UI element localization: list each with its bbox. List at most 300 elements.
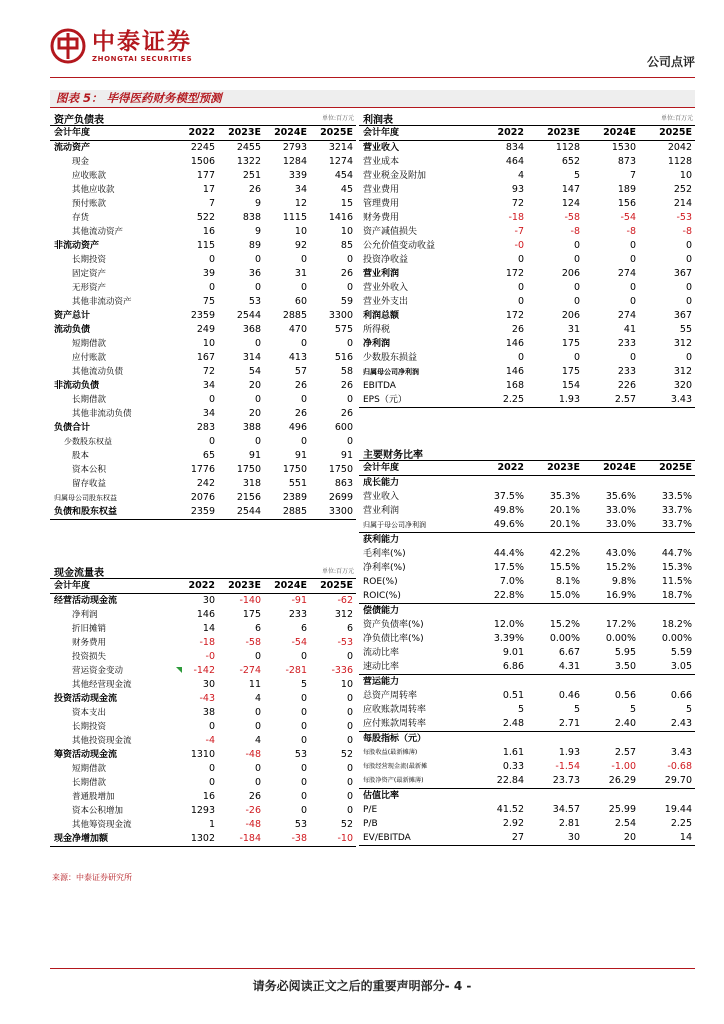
row-label: 其他投资现金流	[72, 736, 132, 746]
table-row	[359, 351, 695, 365]
table-row	[359, 253, 695, 267]
cell-value: 1.93	[527, 393, 583, 408]
row-label: 资本公积增加	[72, 806, 124, 816]
cell-value	[473, 533, 527, 548]
cell-value: 4	[254, 693, 261, 704]
table-header-row	[50, 579, 356, 594]
row-label: 短期借款	[72, 339, 107, 349]
cell-value: 2.25	[670, 818, 692, 829]
cell-value: 0	[346, 254, 353, 265]
cell-value: 85	[340, 240, 353, 251]
table-row	[359, 675, 695, 690]
cell-value: 17.2%	[605, 619, 636, 630]
row-label: 归属母公司股东权益	[54, 494, 117, 502]
cell-value: 0	[346, 735, 353, 746]
cell-value: 314	[242, 352, 261, 363]
cell-value	[583, 604, 639, 619]
table-row	[50, 622, 356, 636]
cell-value: 0	[685, 240, 692, 251]
cell-value	[583, 533, 639, 548]
cell-value: 16	[202, 791, 215, 802]
cell-value	[527, 732, 583, 747]
cell-value: 4.31	[558, 661, 580, 672]
row-label: P/B	[363, 819, 378, 829]
cell-value: 38	[202, 707, 215, 718]
cell-value: 206	[561, 310, 580, 321]
cell-value: 2.43	[670, 718, 692, 729]
cell-value: 36	[248, 268, 261, 279]
column-header-year: 2025E	[310, 126, 356, 141]
cell-value: 0	[300, 436, 307, 447]
row-label: 营业外支出	[363, 297, 409, 307]
cell-value: 0	[629, 352, 636, 363]
cell-value: 0.33	[502, 761, 524, 772]
cell-value: 10	[202, 338, 215, 349]
cell-value: 0	[629, 296, 636, 307]
table-row	[359, 831, 695, 846]
cell-value: 0	[254, 651, 261, 662]
row-label: 投资净收益	[363, 255, 409, 265]
cell-value: 0	[300, 282, 307, 293]
cell-value: 252	[673, 184, 692, 195]
page-footer: 请务必阅读正文之后的重要声明部分- 4 -	[252, 979, 472, 993]
table-row	[50, 267, 356, 281]
column-header-year: 2025E	[639, 461, 695, 476]
row-label: 流动比率	[363, 648, 400, 658]
cell-value: 7.0%	[499, 576, 524, 587]
cell-value: 20	[248, 380, 261, 391]
cell-value	[527, 675, 583, 690]
cell-value: 367	[673, 310, 692, 321]
cell-value: 0.00%	[661, 633, 692, 644]
row-label: 流动负债	[54, 325, 91, 335]
cell-value: 0	[629, 282, 636, 293]
cell-value: 2885	[264, 505, 310, 520]
cell-value: 470	[288, 324, 307, 335]
cell-value: 156	[617, 198, 636, 209]
table-row	[50, 407, 356, 421]
cell-value: 15.2%	[549, 619, 580, 630]
cell-value: 320	[673, 380, 692, 391]
table-row	[359, 379, 695, 393]
cell-value: 45	[340, 184, 353, 195]
table-row	[50, 477, 356, 491]
cell-value: 214	[673, 198, 692, 209]
cell-value: 53	[294, 819, 307, 830]
cell-value: 8.1%	[555, 576, 580, 587]
cell-value: 0.51	[502, 690, 524, 701]
cell-value: 57	[294, 366, 307, 377]
row-label: 每股收益(最新摊薄)	[363, 749, 418, 756]
row-label: 固定资产	[72, 269, 107, 279]
cell-value: 2359	[190, 310, 215, 321]
cell-value: 0.00%	[549, 633, 580, 644]
cell-value: 53	[294, 749, 307, 760]
cell-value: 54	[248, 366, 261, 377]
income-statement-heading	[359, 110, 695, 125]
cell-value: 10	[679, 170, 692, 181]
table-row	[50, 804, 356, 818]
cell-value: 5	[685, 704, 692, 715]
cell-value: -54	[620, 212, 636, 223]
row-label: P/E	[363, 805, 378, 815]
row-label: EBITDA	[363, 381, 396, 391]
row-label: 资本公积	[72, 465, 107, 475]
cell-value: 16	[202, 226, 215, 237]
cell-value: 1322	[236, 156, 261, 167]
cell-value: 5	[629, 704, 636, 715]
cell-value: 172	[505, 310, 524, 321]
cell-value: 55	[679, 324, 692, 335]
cell-value: 2885	[282, 310, 307, 321]
cell-value: 0.46	[558, 690, 580, 701]
cell-value: 2.40	[614, 718, 636, 729]
cell-value: 53	[248, 296, 261, 307]
row-label: 每股经营现金流(最新摊	[363, 763, 428, 770]
cell-value	[583, 476, 639, 491]
table-row	[50, 594, 356, 609]
table-row	[50, 762, 356, 776]
cell-value: 0	[346, 791, 353, 802]
cell-value: 0.56	[614, 690, 636, 701]
row-label: 营运能力	[359, 675, 473, 690]
table-row	[50, 421, 356, 435]
column-header-year: 2023E	[218, 126, 264, 141]
cell-value: 20.1%	[549, 519, 580, 530]
cell-value: 1128	[667, 156, 692, 167]
table-row	[50, 393, 356, 407]
cell-value: 339	[288, 170, 307, 181]
cell-value: 575	[334, 324, 353, 335]
row-label: 资产减值损失	[363, 227, 418, 237]
row-label: 普通股增加	[72, 792, 115, 802]
table-row	[359, 746, 695, 760]
cell-value: 0	[346, 777, 353, 788]
cell-value: 0	[208, 777, 215, 788]
cell-value: -184	[218, 832, 264, 847]
column-header-year: 2025E	[310, 579, 356, 594]
cash-flow-heading	[50, 563, 356, 578]
cell-value: -58	[245, 637, 261, 648]
row-label: 营业收入	[363, 492, 400, 502]
cell-value: 18.7%	[661, 590, 692, 601]
table-row	[50, 692, 356, 706]
cell-value	[639, 533, 695, 548]
table-row	[359, 169, 695, 183]
table-row	[50, 435, 356, 449]
cell-value: 5.95	[614, 647, 636, 658]
cell-value: -54	[291, 637, 307, 648]
cell-value: 26	[248, 184, 261, 195]
cell-value: 30	[527, 831, 583, 846]
table-row	[50, 337, 356, 351]
table-row	[359, 141, 695, 156]
table-row	[50, 169, 356, 183]
row-label: 净利润	[363, 339, 391, 349]
cell-value: 4	[254, 735, 261, 746]
cell-value: 226	[617, 380, 636, 391]
footer-divider	[50, 968, 695, 969]
row-label: 归属母公司净利润	[363, 368, 419, 376]
cell-value: 274	[617, 268, 636, 279]
table-row	[50, 748, 356, 762]
cell-value: 0	[254, 338, 261, 349]
cell-value	[583, 789, 639, 804]
cell-value: 834	[505, 142, 524, 153]
cell-value: 19.44	[664, 804, 692, 815]
cell-value: 0	[254, 763, 261, 774]
cell-value: 146	[505, 366, 524, 377]
column-header-label: 会计年度	[359, 461, 473, 476]
cell-value: 35.6%	[605, 491, 636, 502]
cell-value: 91	[340, 450, 353, 461]
table-row	[50, 197, 356, 211]
row-label: 负债和股东权益	[50, 505, 172, 520]
column-header-year: 2024E	[264, 126, 310, 141]
cell-value: 3.39%	[493, 633, 524, 644]
cell-value: 168	[505, 380, 524, 391]
company-logo	[50, 28, 192, 64]
cell-value: 11.5%	[661, 576, 692, 587]
table-row	[50, 253, 356, 267]
cell-value: 17	[202, 184, 215, 195]
cell-value: 44.7%	[661, 548, 692, 559]
row-label: ROE(%)	[363, 577, 398, 587]
cell-value: 2.48	[502, 718, 524, 729]
cell-value	[639, 732, 695, 747]
table-row	[359, 337, 695, 351]
cell-value: 2076	[190, 492, 215, 503]
table-row	[50, 323, 356, 337]
cell-comment-marker-icon	[176, 667, 182, 673]
cell-value: 20	[583, 831, 639, 846]
row-label: 负债合计	[54, 423, 91, 433]
cell-value: 1115	[282, 212, 307, 223]
table-row	[359, 393, 695, 408]
cell-value: 0	[573, 254, 580, 265]
row-label: 其他流动负债	[72, 367, 124, 377]
cell-value: 72	[511, 198, 524, 209]
cell-value: 0	[208, 721, 215, 732]
cell-value: 1750	[328, 464, 353, 475]
table-row	[359, 589, 695, 604]
cell-value: -8	[570, 226, 580, 237]
cell-value	[473, 604, 527, 619]
table-row	[359, 717, 695, 732]
cell-value: 1128	[555, 142, 580, 153]
cell-value	[527, 789, 583, 804]
column-header-label: 会计年度	[50, 579, 172, 594]
cell-value: 15.5%	[549, 562, 580, 573]
balance-sheet-heading	[50, 110, 356, 125]
cell-value: -62	[337, 595, 353, 606]
cell-value: 33.5%	[661, 491, 692, 502]
cell-value: -91	[291, 595, 307, 606]
table-row	[359, 490, 695, 504]
cell-value: 0	[573, 240, 580, 251]
figure-title-divider	[50, 107, 695, 108]
table-row	[50, 449, 356, 463]
cell-value: 16.9%	[605, 590, 636, 601]
cell-value: 59	[340, 296, 353, 307]
cell-value: 0	[300, 721, 307, 732]
cell-value: -18	[508, 212, 524, 223]
logo-english-name: ZHONGTAI SECURITIES	[92, 54, 193, 63]
table-row	[359, 267, 695, 281]
row-label: 现金净增加额	[50, 832, 172, 847]
table-row	[359, 689, 695, 703]
cell-value	[527, 604, 583, 619]
cell-value: 312	[673, 366, 692, 377]
row-label: 折旧摊销	[72, 624, 107, 634]
cell-value: 0	[629, 240, 636, 251]
cell-value: 65	[202, 450, 215, 461]
cell-value: 146	[196, 609, 215, 620]
row-label: 估值比率	[359, 789, 473, 804]
cell-value: 251	[242, 170, 261, 181]
cell-value: 2.71	[558, 718, 580, 729]
row-label: 公允价值变动收益	[363, 241, 436, 251]
cell-value: 0	[208, 394, 215, 405]
table-row	[359, 774, 695, 789]
row-label: 筹资活动现金流	[54, 750, 118, 760]
cell-value: 0	[254, 394, 261, 405]
income-statement-title: 利润表	[363, 115, 393, 126]
cell-value: 0	[300, 394, 307, 405]
column-header-year: 2023E	[218, 579, 264, 594]
table-row	[50, 281, 356, 295]
row-label: 营运资金变动	[72, 666, 124, 676]
income-statement-table	[359, 125, 695, 408]
row-label: 长期借款	[72, 778, 107, 788]
cell-value: 0	[254, 777, 261, 788]
cell-value: 33.0%	[605, 505, 636, 516]
figure-title: 图表 5： 毕得医药财务模型预测	[50, 90, 695, 107]
cell-value: 175	[561, 366, 580, 377]
table-row	[50, 505, 356, 520]
cell-value: 0	[254, 254, 261, 265]
cell-value: 283	[196, 422, 215, 433]
financial-ratios-table	[359, 460, 695, 846]
cell-value: 2359	[172, 505, 218, 520]
row-label: 财务费用	[72, 638, 107, 648]
cell-value: 91	[248, 450, 261, 461]
row-label: 其他非流动资产	[72, 297, 132, 307]
cell-value: 600	[334, 422, 353, 433]
cell-value: 3300	[310, 505, 356, 520]
cell-value: 2544	[218, 505, 264, 520]
cell-value: 39	[202, 268, 215, 279]
cell-value: 464	[505, 156, 524, 167]
table-row	[359, 703, 695, 717]
row-label: 资产总计	[54, 311, 91, 321]
cell-value: 0.66	[670, 690, 692, 701]
cell-value: 6.67	[558, 647, 580, 658]
cell-value: 0	[254, 436, 261, 447]
row-label: 其他流动资产	[72, 227, 124, 237]
cell-value: 2.57	[614, 747, 636, 758]
cell-value: 41	[623, 324, 636, 335]
row-label: 利润总额	[363, 311, 400, 321]
cell-value: -336	[331, 665, 353, 676]
cell-value: -26	[245, 805, 261, 816]
row-label: 营业利润	[363, 269, 400, 279]
cell-value: 12.0%	[493, 619, 524, 630]
cash-flow-table	[50, 578, 356, 847]
cell-value: 26	[340, 408, 353, 419]
cell-value: 0	[300, 707, 307, 718]
cell-value: 154	[561, 380, 580, 391]
cell-value	[583, 732, 639, 747]
cell-value: 31	[294, 268, 307, 279]
table-row	[359, 309, 695, 323]
cell-value: 167	[196, 352, 215, 363]
table-row	[50, 225, 356, 239]
cell-value: -4	[205, 735, 215, 746]
cell-value: 0	[517, 254, 524, 265]
cell-value: 838	[242, 212, 261, 223]
row-label: EV/EBITDA	[359, 831, 473, 846]
table-row	[50, 365, 356, 379]
cell-value: 1.61	[502, 747, 524, 758]
cell-value: 2793	[282, 142, 307, 153]
cell-value: 10	[340, 226, 353, 237]
cell-value: 2.57	[583, 393, 639, 408]
cell-value: 41.52	[496, 804, 524, 815]
row-label: 其他筹资现金流	[72, 820, 132, 830]
balance-sheet-table	[50, 125, 356, 520]
cell-value: 454	[334, 170, 353, 181]
cell-value	[639, 476, 695, 491]
cell-value: 3.43	[670, 747, 692, 758]
column-header-year: 2023E	[527, 126, 583, 141]
cell-value	[473, 476, 527, 491]
table-row	[50, 650, 356, 664]
cell-value: 60	[294, 296, 307, 307]
cell-value: 25.99	[608, 804, 636, 815]
row-label: 财务费用	[363, 213, 400, 223]
cell-value: 0	[517, 282, 524, 293]
cell-value: 33.7%	[661, 519, 692, 530]
cell-value: 0	[254, 707, 261, 718]
cell-value: 18.2%	[661, 619, 692, 630]
cell-value: 0	[346, 338, 353, 349]
column-header-year: 2024E	[583, 461, 639, 476]
table-row	[359, 817, 695, 831]
table-row	[50, 776, 356, 790]
cell-value: 3.05	[670, 661, 692, 672]
column-header-label: 会计年度	[50, 126, 172, 141]
cell-value: -0	[205, 651, 215, 662]
table-row	[359, 732, 695, 747]
cell-value: 7	[208, 198, 215, 209]
cell-value: 14	[202, 623, 215, 634]
cell-value: 12	[294, 198, 307, 209]
cell-value: 652	[561, 156, 580, 167]
cell-value: 551	[288, 478, 307, 489]
cell-value: 6.86	[502, 661, 524, 672]
cell-value: 34	[202, 380, 215, 391]
table-row	[359, 225, 695, 239]
cell-value: 2455	[236, 142, 261, 153]
row-label: 营业利润	[363, 506, 400, 516]
row-label: 股本	[72, 451, 90, 461]
row-label: 营业费用	[363, 185, 400, 195]
cell-value: 22.84	[496, 775, 524, 786]
table-row	[359, 533, 695, 548]
cell-value: 34	[202, 408, 215, 419]
table-row	[50, 351, 356, 365]
